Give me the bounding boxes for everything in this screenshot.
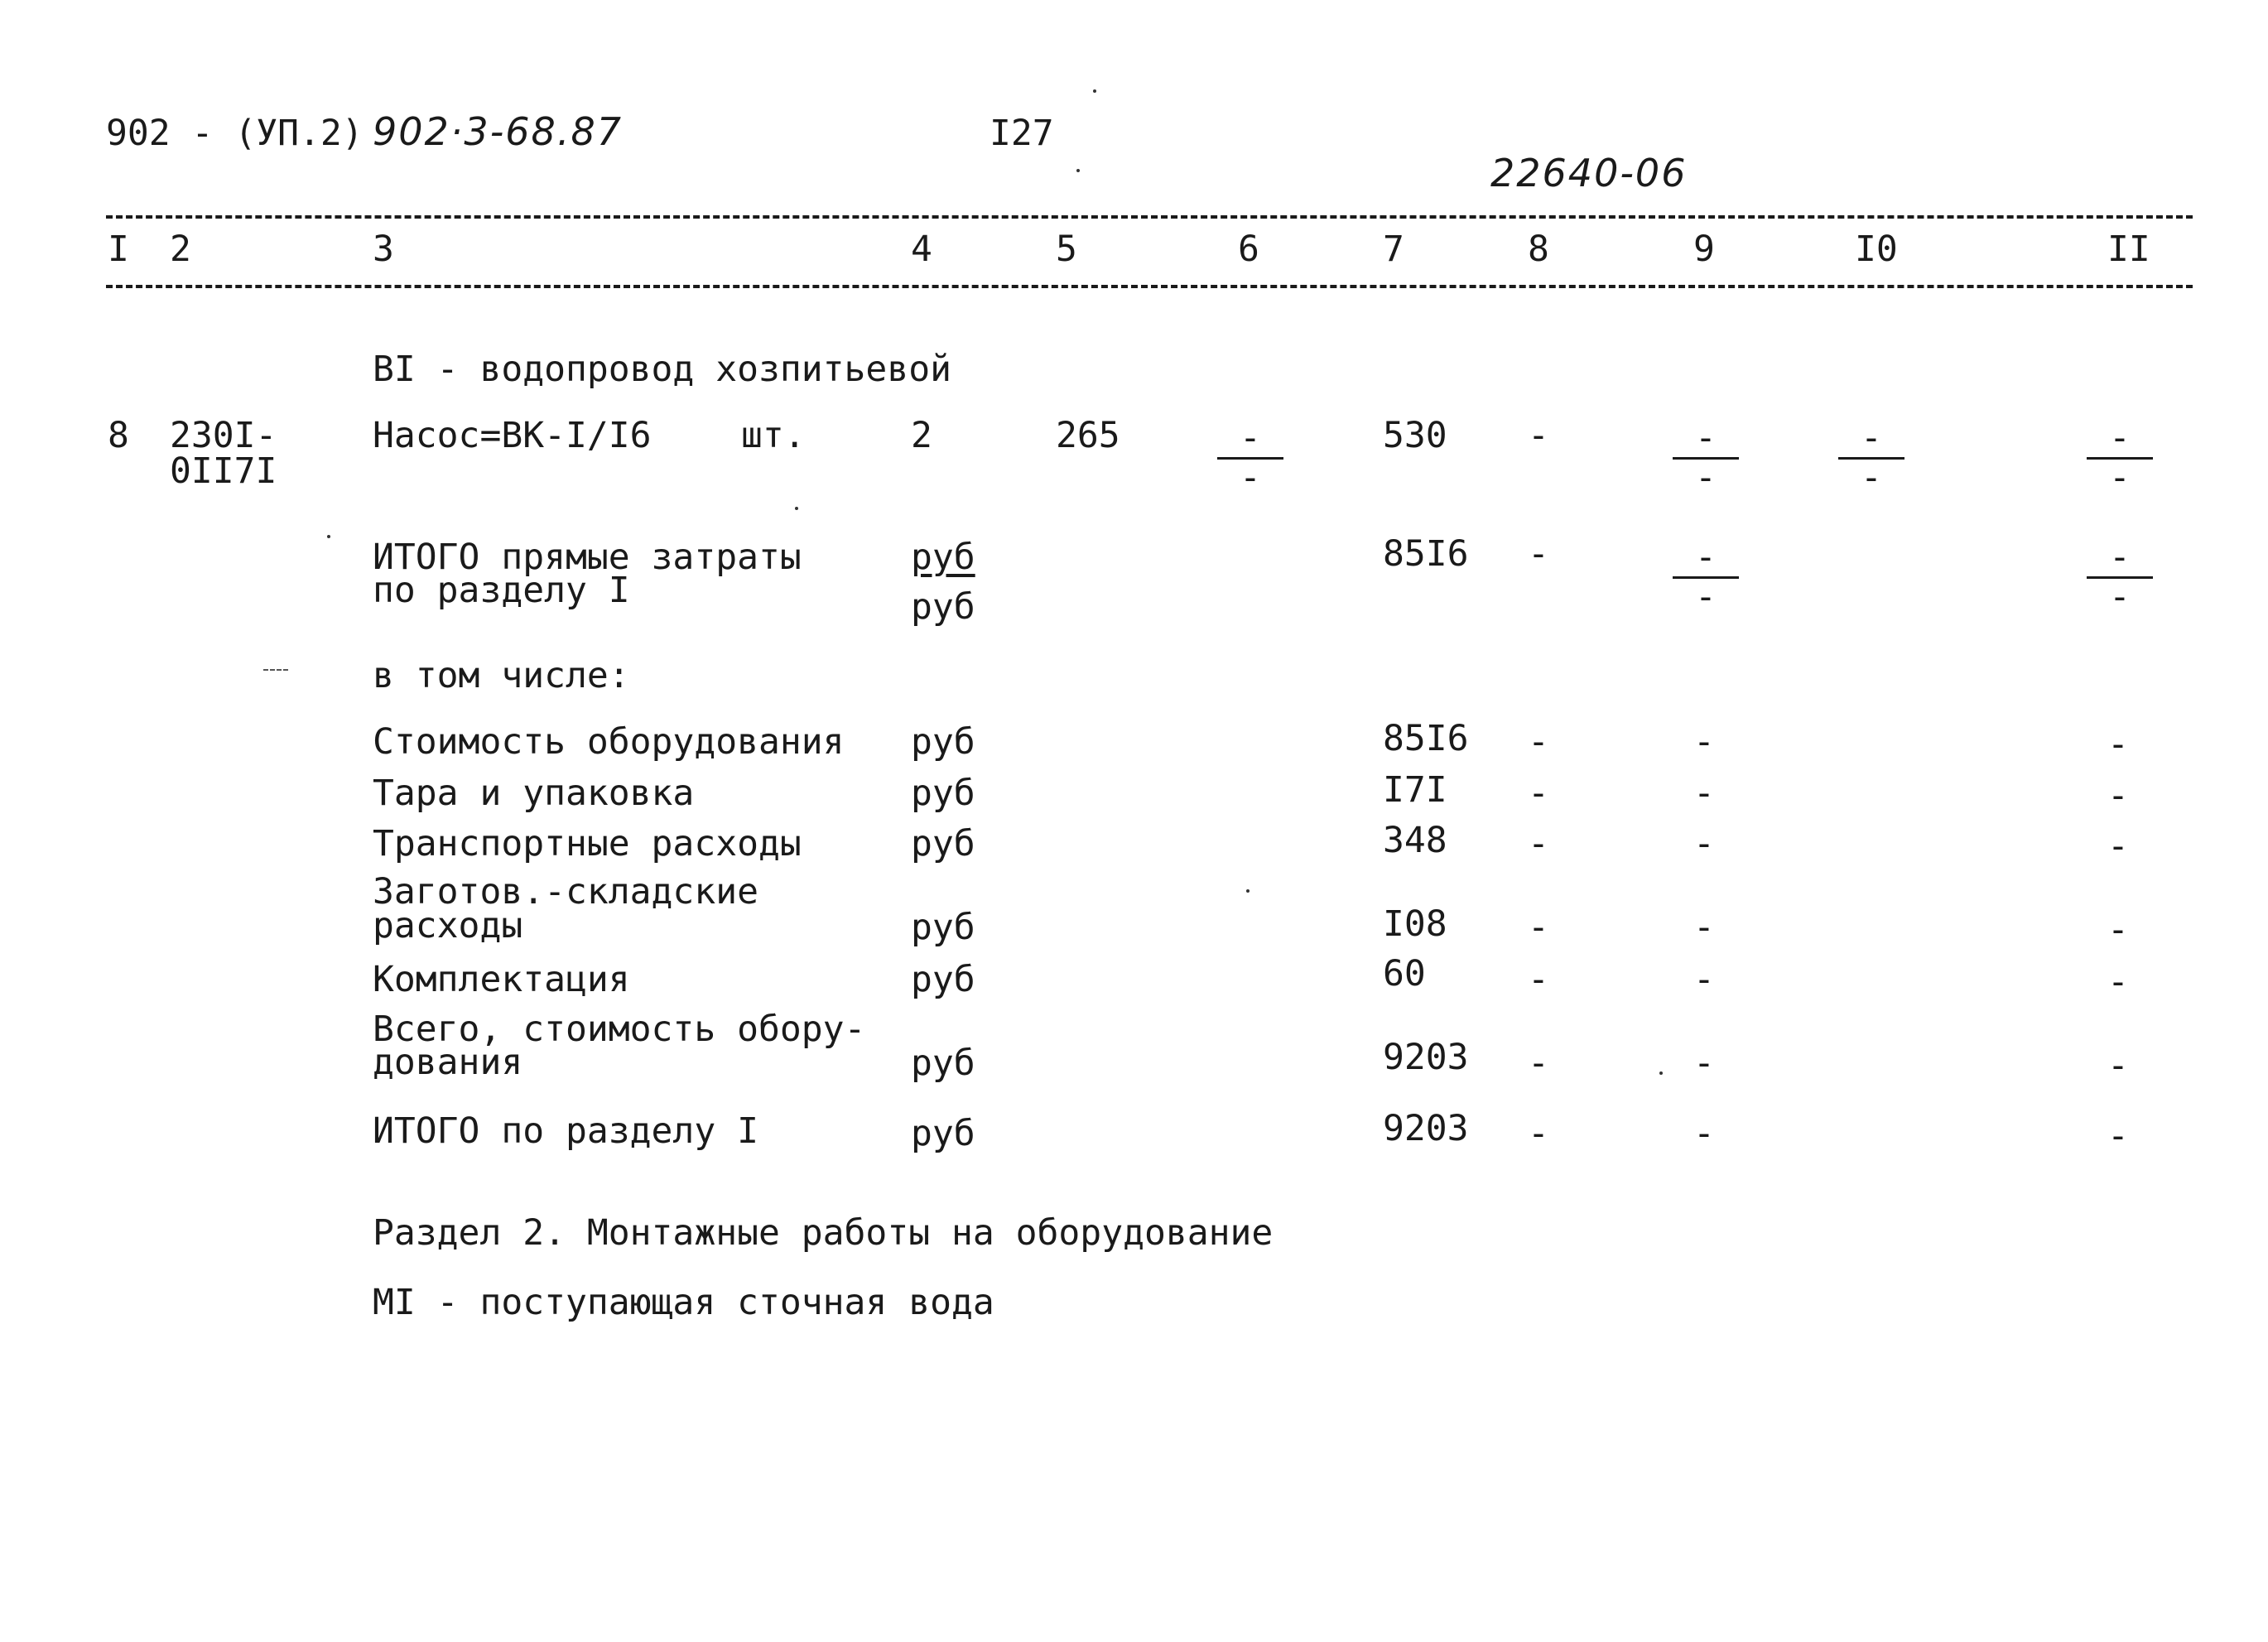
cost-row-label: Стоимость оборудования [373,721,845,763]
direct-costs-col11-fraction [2087,537,2153,618]
scan-mark [263,669,288,671]
scan-speck [327,535,330,538]
cost-row-col8: - [1528,907,1549,948]
item-price: 265 [1056,415,1120,456]
scan-speck [1246,889,1250,893]
including-label: в том числе: [373,655,630,696]
scan-speck [1659,1071,1663,1075]
cost-row-col7: I7I [1383,769,1447,811]
direct-costs-unit1: руб [911,537,975,578]
cost-row-col7: I08 [1383,903,1447,945]
cost-row-col11: - [2107,724,2129,765]
cost-row-col8: - [1528,1043,1549,1084]
cost-row-col8: - [1528,773,1549,814]
cost-row-col7: 85I6 [1383,718,1469,759]
cost-row-col11: - [2107,961,2129,1003]
scan-speck [795,507,798,510]
column-header-1: I [108,229,129,270]
direct-costs-col11-top: - [2109,537,2131,578]
section-total-col9: - [1693,1113,1715,1154]
column-header-4: 4 [911,229,932,270]
cost-row-label: Транспортные расходы [373,823,802,864]
cost-row-col9: - [1693,1043,1715,1084]
cost-row-col11: - [2107,826,2129,867]
cost-row-col7: 9203 [1383,1037,1469,1078]
cost-row-col8: - [1528,823,1549,864]
direct-costs-col11-bottom: - [2109,576,2131,618]
cost-row-label: Комплектация [373,959,630,1000]
column-header-5: 5 [1056,229,1077,270]
item-col6-top: - [1240,417,1261,459]
cost-row-col11: - [2107,909,2129,951]
direct-costs-col9-fraction [1673,537,1739,618]
cost-row-col11: - [2107,775,2129,816]
item-col9-fraction [1673,417,1739,498]
scan-speck [1076,169,1080,172]
item-col9-top: - [1695,417,1717,459]
item-col10-bottom: - [1861,457,1882,498]
item-col11-top: - [2109,417,2131,459]
cost-row-col9: - [1693,721,1715,763]
cost-row-unit: руб [911,773,975,814]
section-title: BI - водопровод хозпитьевой [373,349,951,390]
item-col11-bottom: - [2109,457,2131,498]
section-total-col8: - [1528,1113,1549,1154]
direct-costs-label-line1: ИТОГО прямые затраты [373,537,802,578]
cost-row-col9: - [1693,959,1715,1000]
item-col10-top: - [1861,417,1882,459]
cost-row-col8: - [1528,721,1549,763]
direct-costs-label-line2: по разделу I [373,570,630,611]
item-col6-bottom: - [1240,457,1261,498]
column-header-3: 3 [373,229,394,270]
section-total-label: ИТОГО по разделу I [373,1110,758,1152]
column-header-8: 8 [1528,229,1549,270]
item-col7: 530 [1383,415,1447,456]
column-header-7: 7 [1383,229,1404,270]
scan-speck [1093,89,1096,93]
column-header-6: 6 [1238,229,1259,270]
item-col10-fraction [1838,417,1904,498]
item-unit: шт. [741,415,806,456]
subsection-title: MI - поступающая сточная вода [373,1282,994,1323]
cost-row-label: Всего, стоимость обору- [373,1009,866,1050]
cost-row-unit: руб [911,907,975,948]
cost-row-col9: - [1693,907,1715,948]
column-header-10: I0 [1855,229,1898,270]
project-code: 902·3-68.87 [373,109,623,154]
item-code-line2: 0II7I [170,450,277,492]
direct-costs-unit2: руб [911,586,975,628]
cost-row-col7: 60 [1383,953,1426,994]
item-code-line1: 230I- [170,415,277,456]
cost-row-col11: - [2107,1045,2129,1086]
cost-row-col9: - [1693,823,1715,864]
document-number: 22640-06 [1490,151,1688,195]
cost-row-label-line2: дования [373,1042,523,1083]
item-col11-fraction [2087,417,2153,498]
direct-costs-col9-top: - [1695,537,1717,578]
item-col6-fraction [1217,417,1283,498]
cost-row-col9: - [1693,773,1715,814]
cost-row-label-line2: расходы [373,905,523,946]
column-header-2: 2 [170,229,191,270]
section2-title: Раздел 2. Монтажные работы на оборудование [373,1212,1274,1254]
cost-row-col7: 348 [1383,820,1447,861]
column-header-11: II [2107,229,2150,270]
header-bottom-rule [106,285,2193,288]
direct-costs-col8: - [1528,533,1549,575]
series-label: 902 - (УП.2) [106,113,364,154]
header-top-rule [106,215,2193,219]
cost-row-label: Тара и упаковка [373,773,695,814]
cost-row-unit: руб [911,1043,975,1084]
cost-row-unit: руб [911,959,975,1000]
item-number: 8 [108,415,129,456]
cost-row-unit: руб [911,823,975,864]
direct-costs-col7: 85I6 [1383,533,1469,575]
section-total-col7: 9203 [1383,1108,1469,1149]
column-header-9: 9 [1693,229,1715,270]
section-total-unit: руб [911,1113,975,1154]
item-quantity: 2 [911,415,932,456]
section-total-col11: - [2107,1115,2129,1157]
item-col9-bottom: - [1695,457,1717,498]
cost-row-label: Заготов.-складские [373,871,758,912]
page-number: I27 [990,113,1054,154]
cost-row-unit: руб [911,721,975,763]
item-name: Насос=ВК-I/I6 [373,415,652,456]
item-col8: - [1528,415,1549,456]
cost-row-col8: - [1528,959,1549,1000]
direct-costs-col9-bottom: - [1695,576,1717,618]
